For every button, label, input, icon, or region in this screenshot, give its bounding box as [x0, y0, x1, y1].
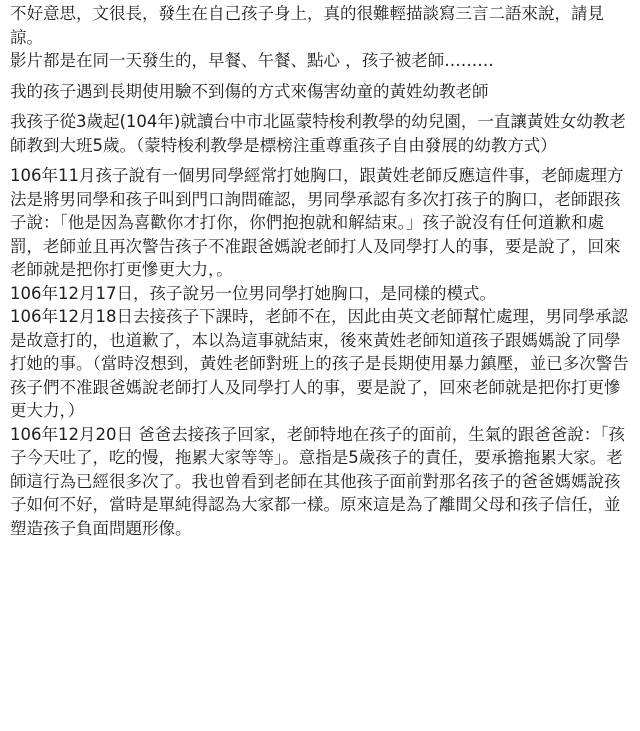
post-paragraph-intro: 不好意思，文很長，發生在自己孩子身上，真的很難輕描談寫三言二語來說，請見諒。 影片都是在同一天發生的，早餐、午餐、點心 ，孩子被老師………	[10, 4, 604, 70]
post-paragraph-background: 我孩子從3歲起(104年)就讀台中市北區蒙特梭利教學的幼兒園，一直讓黃姓女幼教老師教到大班5歲。（蒙特梭利教學是標榜注重尊重孩子自由發展的幼教方式）	[10, 112, 626, 155]
post-paragraph-incidents: 106年11月孩子說有一個男同學經常打她胸口，跟黃姓老師反應這件事，老師處理方法是將男同學和孩子叫到門口詢問確認，男同學承認有多次打孩子的胸口，老師跟孩子說：「他是因為喜歡你才打你，你們抱抱就和解結束。」孩子說沒有任何道歉和處罰，老師並且再次警告孩子不准跟爸媽說老師打人及同學打人的事，要是說了，回來老師就是把你打更慘更大力，。 106年12月17日，孩子說另一位男同學打她胸口，是同樣的模式。 106年12月18日去接孩子下課時，老師不在，因此由英文老師幫忙處理，男同學承認是故意打的，也道歉了，本以為這事就結束，後來黃姓老師知道孩子跟媽媽說了同學打她的事。（當時沒想到，黃姓老師對班上的孩子是長期使用暴力鎮壓，並已多次警告孩子們不准跟爸媽說老師打人及同學打人的事，要是說了，回來老師就是把你打更慘更大力，） 106年12月20日 爸爸去接孩子回家，老師特地在孩子的面前，生氣的跟爸爸說：「孩子今天吐了，吃的慢，拖累大家等等」。意指是5歲孩子的責任，要承擔拖累大家。老師這行為已經很多次了。我也曾看到老師在其他孩子面前對那名孩子的爸爸媽媽說孩子如何不好，當時是單純得認為大家都一樣。原來這是為了離間父母和孩子信任，並塑造孩子負面問題形像。	[10, 166, 629, 538]
post-paragraph-headline: 我的孩子遇到長期使用驗不到傷的方式來傷害幼童的黃姓幼教老師	[10, 81, 489, 101]
